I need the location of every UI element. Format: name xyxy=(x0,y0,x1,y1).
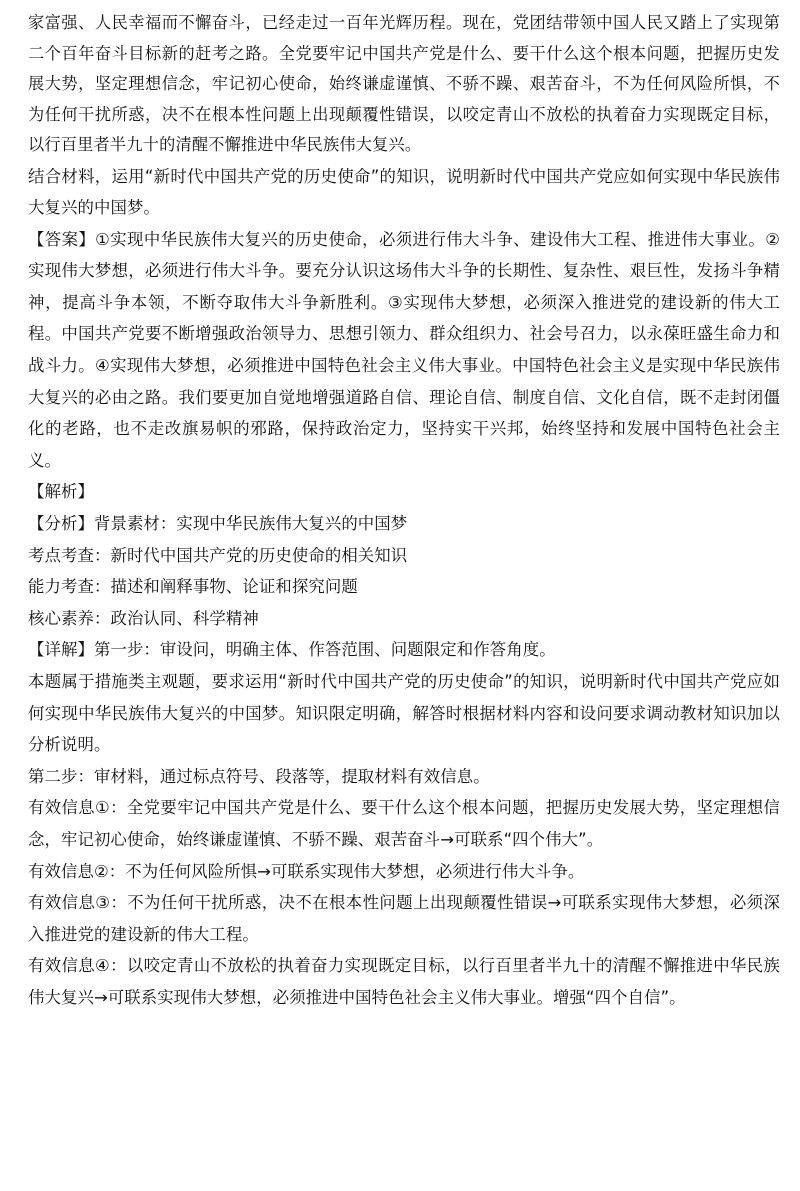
detail-step-1-text: 本题属于措施类主观题，要求运用“新时代中国共产党的历史使命”的知识，说明新时代中国共产党应如何实现中华民族伟大复兴的中国梦。知识限定明确，解答时根据材料内容和设问要求调动教材知识加以分析说明。 xyxy=(28,672,780,755)
material-text: 家富强、人民幸福而不懈奋斗，已经走过一百年光辉历程。现在，党团结带领中国人民又踏上了实现第二个百年奋斗目标新的赶考之路。全党要牢记中国共产党是什么、要干什么这个根本问题，把握历史发展大势，坚定理想信念，牢记初心使命，始终谦虚谨慎、不骄不躁、艰苦奋斗，不为任何风险所惧，不为任何干扰所惑，决不在根本性问题上出现颠覆性错误，以咬定青山不放松的执着奋力实现既定目标，以行百里者半九十的清醒不懈推进中华民族伟大复兴。 xyxy=(28,13,780,154)
material-passage xyxy=(28,8,780,161)
analysis-core-literacy: 核心素养：政治认同、科学精神 xyxy=(28,608,259,628)
analysis-heading: 【解析】 xyxy=(28,482,94,502)
document-page xyxy=(28,8,780,1014)
detail-step-1: 【详解】第一步：审设问，明确主体、作答范围、问题限定和作答角度。 xyxy=(28,640,556,660)
analysis-exam-point: 考点考查：新时代中国共产党的历史使命的相关知识 xyxy=(28,545,408,565)
answer-text: 【答案】①实现中华民族伟大复兴的历史使命，必须进行伟大斗争、建设伟大工程、推进伟大事业。②实现伟大梦想，必须进行伟大斗争。要充分认识这场伟大斗争的长期性、复杂性、艰巨性，发扬斗争精神，提高斗争本领，不断夺取伟大斗争新胜利。③实现伟大梦想，必须深入推进党的建设新的伟大工程。中国共产党要不断增强政治领导力、思想引领力、群众组织力、社会号召力，以永葆旺盛生命力和战斗力。④实现伟大梦想，必须推进中国特色社会主义伟大事业。中国特色社会主义是实现中华民族伟大复兴的必由之路。我们要更加自觉地增强道路自信、理论自信、制度自信、文化自信，既不走封闭僵化的老路，也不走改旗易帜的邪路，保持政治定力，坚持实干兴邦，始终坚持和发展中国特色社会主义。 xyxy=(28,229,780,470)
effective-info-3: 有效信息③：不为任何干扰所惑，决不在根本性问题上出现颠覆性错误→可联系实现伟大梦想，必须深入推进党的建设新的伟大工程。 xyxy=(28,893,780,944)
detail-step-2: 第二步：审材料，通过标点符号、段落等，提取材料有效信息。 xyxy=(28,766,490,786)
effective-info-2: 有效信息②：不为任何风险所惧→可联系实现伟大梦想，必须进行伟大斗争。 xyxy=(28,861,585,881)
question-text: 结合材料，运用“新时代中国共产党的历史使命”的知识，说明新时代中国共产党应如何实现中华民族伟大复兴的中国梦。 xyxy=(28,166,780,218)
effective-info-4: 有效信息④：以咬定青山不放松的执着奋力实现既定目标，以行百里者半九十的清醒不懈推进中华民族伟大复兴→可联系实现伟大梦想，必须推进中国特色社会主义伟大事业。增强“四个自信”。 xyxy=(28,956,780,1007)
effective-info-1: 有效信息①：全党要牢记中国共产党是什么、要干什么这个根本问题，把握历史发展大势，坚定理想信念，牢记初心使命，始终谦虚谨慎、不骄不躁、艰苦奋斗→可联系“四个伟大”。 xyxy=(28,798,780,849)
analysis-background: 【分析】背景素材：实现中华民族伟大复兴的中国梦 xyxy=(28,514,408,534)
analysis-ability: 能力考查：描述和阐释事物、论证和探究问题 xyxy=(28,577,358,597)
question-and-answer xyxy=(28,161,780,1014)
